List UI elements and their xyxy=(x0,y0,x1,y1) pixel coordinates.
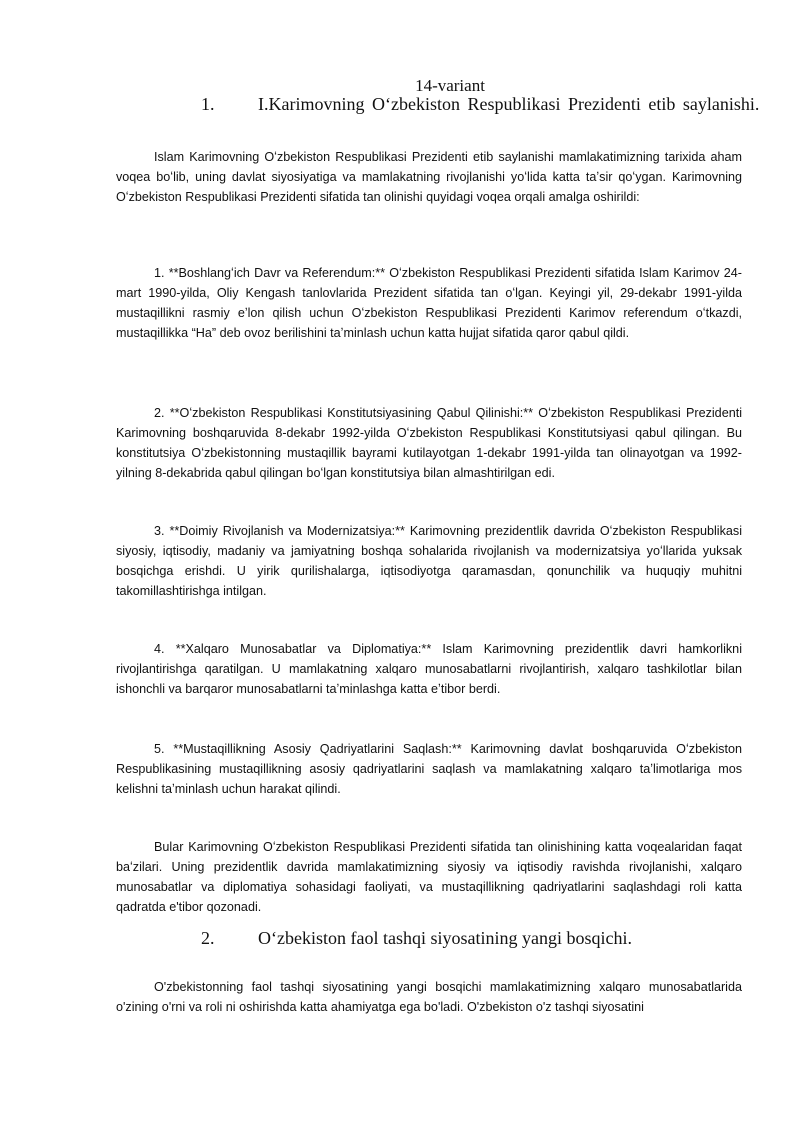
section-1-title: I.Karimovning Oʻzbekiston Respublikasi Prezidenti etib saylanishi. xyxy=(258,94,760,114)
point-5-paragraph: 5. **Mustaqillikning Asosiy Qadriyatlarini Saqlash:** Karimovning davlat boshqaruvida Oʻzbekiston Respublikasining mustaqillikning asosiy qadriyatlarini saqlash va mamlakatning xalqaro taʼlimotlariga mos kelishni taʼminlash uchun harakat qilindi. xyxy=(116,742,742,796)
point-3-paragraph: 3. **Doimiy Rivojlanish va Modernizatsiya:** Karimovning prezidentlik davrida Oʻzbekiston Respublikasi siyosiy, iqtisodiy, madaniy va jamiyatning boshqa sohalarida rivojlanish va modernizatsiya yoʻllarida yuksak bosqichga erishdi. U yirik qurilishalarga, iqtisodiyotga qaramasdan, qonunchilik va huquqiy muhitni takomillashtirishga intilgan. xyxy=(116,524,742,598)
point-1-paragraph: 1. **Boshlangʻich Davr va Referendum:** Oʻzbekiston Respublikasi Prezidenti sifatida Islam Karimov 24-mart 1990-yilda, Oliy Kengash tanlovlarida Prezident sifatida tan oʻlgan. Keyingi yil, 29-dekabr 1991-yilda mustaqillikni rasmiy eʼlon qilish uchun Oʻzbekiston Respublikasi Prezidenti Karimov referendum oʻtkazdi, mustaqillikka “Ha” deb ovoz berilishini taʼminlash uchun katta hujjat sifatida qaror qabul qildi. xyxy=(116,266,742,340)
point-2-paragraph: 2. **Oʻzbekiston Respublikasi Konstitutsiyasining Qabul Qilinishi:** Oʻzbekiston Respublikasi Prezidenti Karimovning boshqaruvida 8-dekabr 1992-yilda Oʻzbekiston Respublikasi Konstitutsiyasi qabul qilingan. Bu konstitutsiya Oʻzbekistonning mustaqillik bayrami kutilayotgan 1-dekabr 1991-yilda tan olinayotgan va 1992-yilning 8-dekabrida qabul qilingan boʻlgan konstitutsiya bilan almashtirilgan edi. xyxy=(116,406,742,480)
intro-paragraph: Islam Karimovning Oʻzbekiston Respublikasi Prezidenti etib saylanishi mamlakatimizning tarixida aham voqea boʻlib, uning davlat siyosiyatiga va mamlakatning rivojlanishi yoʻlida katta taʼsir qoʻygan. Karimovning Oʻzbekiston Respublikasi Prezidenti sifatida tan olinishi quyidagi voqea orqali amalga oshirildi: xyxy=(116,150,742,204)
section-2-title: Oʻzbekiston faol tashqi siyosatining yangi bosqichi. xyxy=(258,928,632,948)
section-1-number: 1. xyxy=(201,94,215,114)
section-2-paragraph: O'zbekistonning faol tashqi siyosatining yangi bosqichi mamlakatimizning xalqaro munosabatlarida o'zining o'rni va roli ni oshirishda katta ahamiyatga ega bo'ladi. O'zbekiston o'z tashqi siyosatini xyxy=(116,980,742,1014)
section-2-number: 2. xyxy=(201,928,215,948)
summary-paragraph: Bular Karimovning Oʻzbekiston Respublikasi Prezidenti sifatida tan olinishining katta voqealaridan faqat baʻzilari. Uning prezidentlik davrida mamlakatimizning siyosiy va iqtisodiy ravishda rivojlanishi, xalqaro munosabatlar va diplomatiya sohasidagi faoliyati, va mustaqillikning qadriyatlarini saqlashdagi roli katta qadratda e'tibor qozonadi. xyxy=(116,840,742,914)
point-4-paragraph: 4. **Xalqaro Munosabatlar va Diplomatiya:** Islam Karimovning prezidentlik davri hamkorlikni rivojlantirishga qaratilgan. U mamlakatning xalqaro munosabatlarni rivojlantirish, xalqaro tashkilotlar bilan ishonchli va barqaror munosabatlarni taʼminlashga katta eʼtibor berdi. xyxy=(116,642,742,696)
variant-label: 14-variant xyxy=(415,76,485,95)
